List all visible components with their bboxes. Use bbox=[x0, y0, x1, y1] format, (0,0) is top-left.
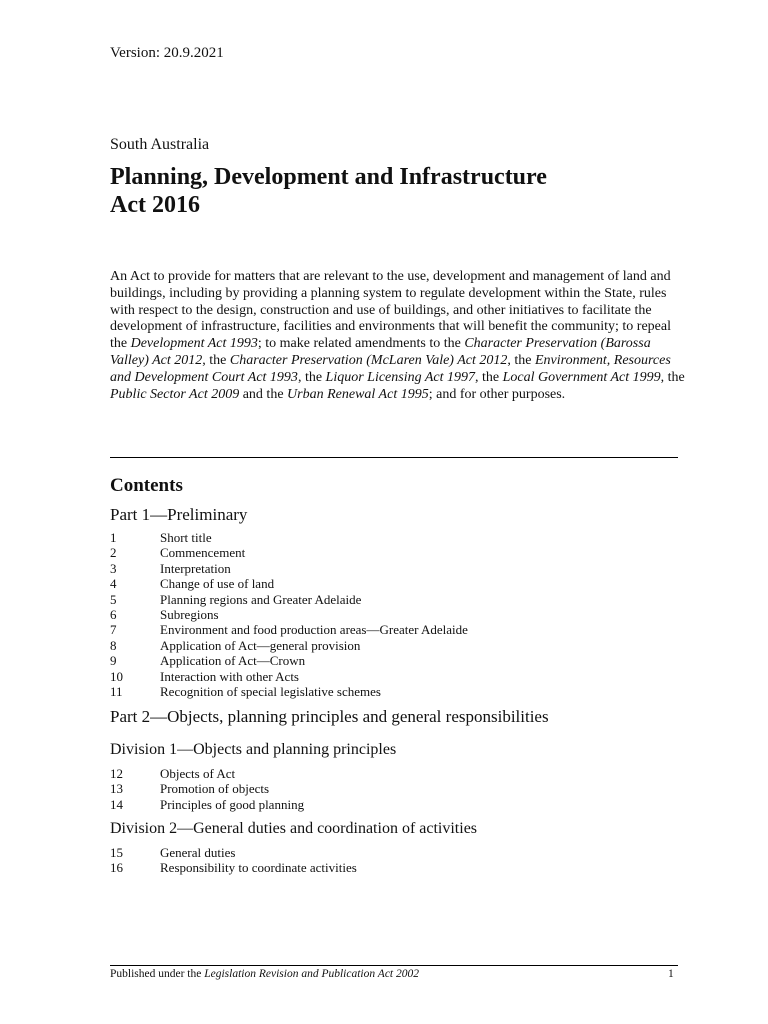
toc-section-title: Interaction with other Acts bbox=[160, 668, 299, 684]
version-line: Version: 20.9.2021 bbox=[110, 45, 224, 61]
act-title bbox=[110, 163, 547, 219]
act-title-line-1: Planning, Development and Infrastructure bbox=[110, 164, 547, 190]
toc-section-title: Application of Act—general provision bbox=[160, 637, 361, 653]
toc-section-title: Short title bbox=[160, 530, 212, 545]
part-1-heading[interactable]: Part 1—Preliminary bbox=[110, 505, 248, 524]
long-title-text: , the bbox=[507, 352, 535, 368]
long-title-text: ; and for other purposes. bbox=[428, 386, 566, 402]
toc-section-number: 7 bbox=[110, 622, 117, 638]
footer-text bbox=[110, 968, 419, 980]
footer-act-name: Legislation Revision and Publication Act 2002 bbox=[204, 968, 419, 980]
contents-heading: Contents bbox=[110, 475, 183, 496]
toc-section-number: 5 bbox=[110, 591, 117, 607]
toc-section-title: Promotion of objects bbox=[160, 781, 270, 797]
toc-section-title: Responsibility to coordinate activities bbox=[160, 860, 357, 876]
long-title-text: and the bbox=[239, 386, 288, 402]
toc-section-title: Environment and food production areas—Greater Adelaide bbox=[160, 622, 468, 638]
toc-section-title: Objects of Act bbox=[160, 766, 236, 781]
long-title-text: , the bbox=[297, 369, 326, 385]
toc-section-title: Principles of good planning bbox=[160, 796, 305, 812]
long-title bbox=[110, 269, 685, 403]
division-2-heading[interactable]: Division 2—General duties and coordination of activities bbox=[110, 820, 478, 837]
contents-divider bbox=[110, 457, 678, 458]
act-reference: Development Act 1993 bbox=[130, 336, 258, 352]
toc-section-title: Application of Act—Crown bbox=[160, 653, 306, 669]
toc-section-title: Interpretation bbox=[160, 560, 231, 576]
act-reference: Character Preservation (Barossa Valley) Act 2012 bbox=[110, 336, 651, 368]
toc-section-number: 9 bbox=[110, 653, 117, 669]
act-reference: Urban Renewal Act 1995 bbox=[287, 386, 429, 402]
long-title-text: , the bbox=[475, 369, 503, 385]
division-1-heading[interactable]: Division 1—Objects and planning principles bbox=[110, 741, 397, 758]
page-number: 1 bbox=[668, 968, 674, 980]
act-reference: Liquor Licensing Act 1997 bbox=[325, 369, 476, 385]
long-title-text: , the bbox=[202, 352, 230, 368]
toc-section-number: 8 bbox=[110, 637, 117, 653]
footer-prefix: Published under the bbox=[110, 968, 205, 980]
long-title-text: ; to make related amendments to the bbox=[257, 336, 465, 352]
toc-section-title: Planning regions and Greater Adelaide bbox=[160, 591, 362, 607]
toc-section-number: 6 bbox=[110, 607, 117, 622]
long-title-text: , the bbox=[660, 369, 685, 385]
toc-section-number: 14 bbox=[110, 796, 123, 812]
toc-section-number: 2 bbox=[110, 545, 117, 561]
toc-section-number: 4 bbox=[110, 576, 117, 592]
toc-section-title: Commencement bbox=[160, 545, 246, 561]
toc-section-number: 10 bbox=[110, 668, 123, 684]
act-reference: Public Sector Act 2009 bbox=[110, 386, 240, 402]
part-2-heading[interactable]: Part 2—Objects, planning principles and general responsibilities bbox=[110, 707, 549, 726]
footer-divider bbox=[110, 965, 678, 966]
toc-section-number: 13 bbox=[110, 781, 123, 797]
toc-section-title: Recognition of special legislative schemes bbox=[160, 684, 381, 699]
toc-section-number: 3 bbox=[110, 560, 117, 576]
toc-section-number: 1 bbox=[110, 530, 117, 545]
toc-section-number: 15 bbox=[110, 845, 123, 860]
act-reference: Local Government Act 1999 bbox=[502, 369, 661, 385]
act-reference: Environment, Resources and Development Court Act 1993 bbox=[110, 352, 671, 385]
toc-section-title: Subregions bbox=[160, 607, 219, 622]
toc-section-title: Change of use of land bbox=[160, 576, 275, 592]
toc-section-number: 16 bbox=[110, 860, 123, 876]
toc-section-title: General duties bbox=[160, 845, 236, 860]
act-reference: Character Preservation (McLaren Vale) Act 2012 bbox=[229, 352, 508, 368]
long-title-text: An Act to provide for matters that are relevant to the use, development and management of land and buildings, including by providing a planning system to regulate development within the State, rules with respect to the design, construction and use of buildings, and other initiatives to facilitate the development of infrastructure, facilities and environments that will benefit the community; to repeal the bbox=[110, 269, 671, 352]
act-title-line-2: Act 2016 bbox=[110, 192, 200, 218]
jurisdiction: South Australia bbox=[110, 136, 210, 153]
toc-section-number: 12 bbox=[110, 766, 123, 781]
toc-section-number: 11 bbox=[110, 684, 123, 699]
